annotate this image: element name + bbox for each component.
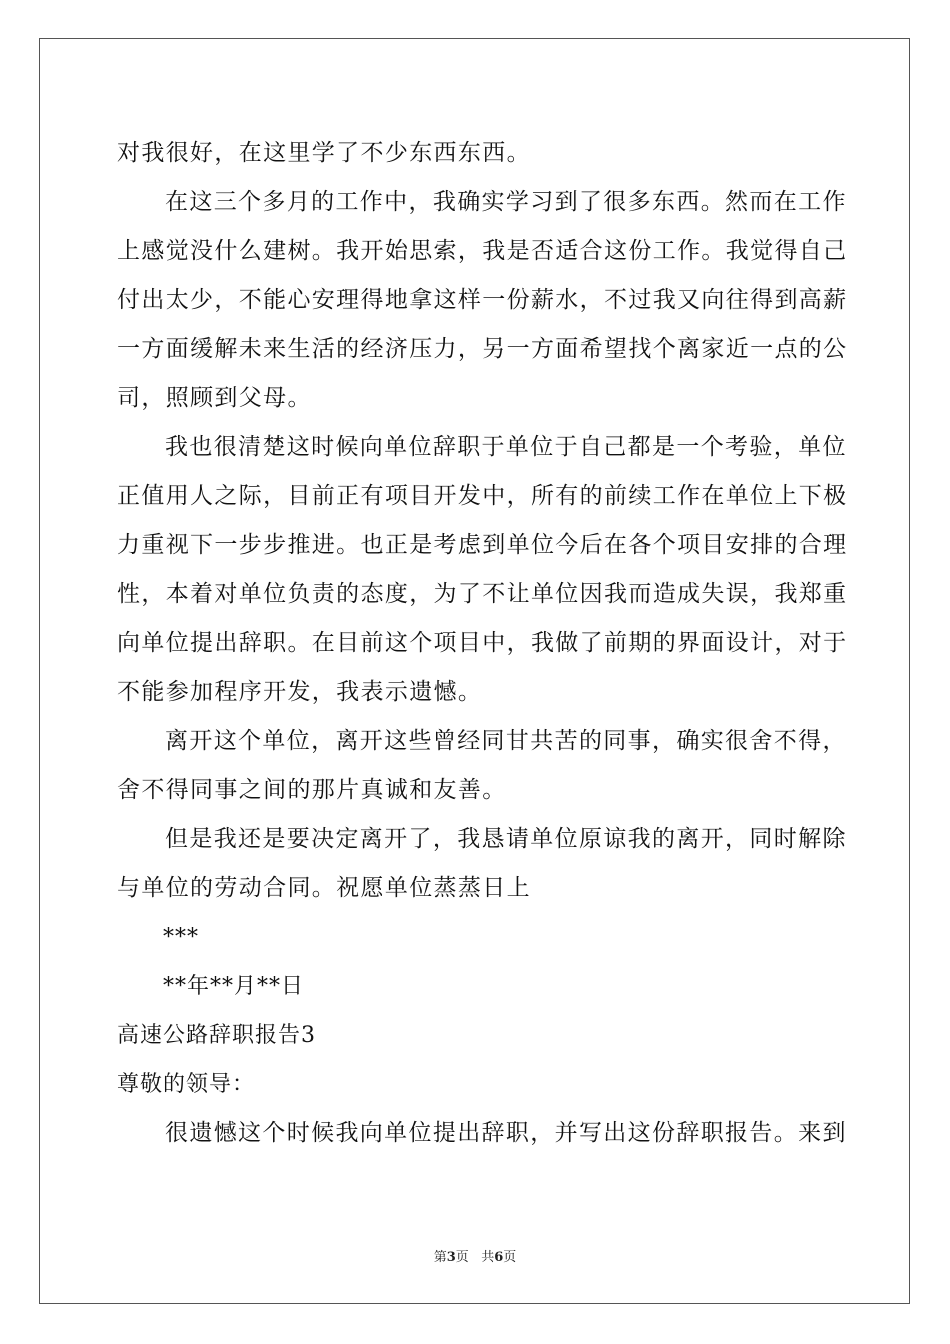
paragraph-line: 在这三个多月的工作中，我确实学习到了很多东西。然而在工作 <box>165 189 847 215</box>
total-prefix: 共 <box>481 1250 495 1265</box>
section-title: 高速公路辞职报告3 <box>117 1023 316 1048</box>
page-label-suffix: 页 <box>455 1250 469 1265</box>
paragraph-line: 与单位的劳动合同。祝愿单位蒸蒸日上 <box>117 875 531 901</box>
paragraph-line: 很遗憾这个时候我向单位提出辞职，并写出这份辞职报告。来到 <box>165 1120 847 1146</box>
document-body <box>117 129 848 1158</box>
paragraph-line: 上感觉没什么建树。我开始思索，我是否适合这份工作。我觉得自己 <box>117 238 848 264</box>
paragraph-line: 我也很清楚这时候向单位辞职于单位于自己都是一个考验，单位 <box>165 434 847 460</box>
page-footer <box>0 1246 950 1265</box>
total-suffix: 页 <box>503 1250 517 1265</box>
paragraph-line: 司，照顾到父母。 <box>117 385 312 411</box>
paragraph-line: 性，本着对单位负责的态度，为了不让单位因我而造成失误，我郑重 <box>117 581 848 607</box>
paragraph-line: 离开这个单位，离开这些曾经同甘共苦的同事，确实很舍不得， <box>165 728 847 754</box>
paragraph-line: 一方面缓解未来生活的经济压力，另一方面希望找个离家近一点的公 <box>117 336 848 362</box>
paragraph-line: 正值用人之际，目前正有项目开发中，所有的前续工作在单位上下极 <box>117 483 848 509</box>
signature-name: *** <box>163 925 199 950</box>
signature-date: **年**月**日 <box>163 974 305 999</box>
salutation: 尊敬的领导： <box>117 1072 256 1097</box>
paragraph-line: 不能参加程序开发，我表示遗憾。 <box>117 679 483 705</box>
paragraph-line: 付出太少，不能心安理得地拿这样一份薪水，不过我又向往得到高薪 <box>117 287 848 313</box>
paragraph-line: 力重视下一步步推进。也正是考虑到单位今后在各个项目安排的合理 <box>117 532 848 558</box>
page-label-prefix: 第 <box>433 1250 447 1265</box>
paragraph-line: 舍不得同事之间的那片真诚和友善。 <box>117 777 507 803</box>
paragraph-line: 对我很好，在这里学了不少东西东西。 <box>117 140 531 166</box>
total-pages: 6 <box>494 1250 504 1265</box>
paragraph-line: 向单位提出辞职。在目前这个项目中，我做了前期的界面设计，对于 <box>117 630 848 656</box>
paragraph-line: 但是我还是要决定离开了，我恳请单位原谅我的离开，同时解除 <box>165 826 847 852</box>
page-number: 3 <box>446 1250 456 1265</box>
